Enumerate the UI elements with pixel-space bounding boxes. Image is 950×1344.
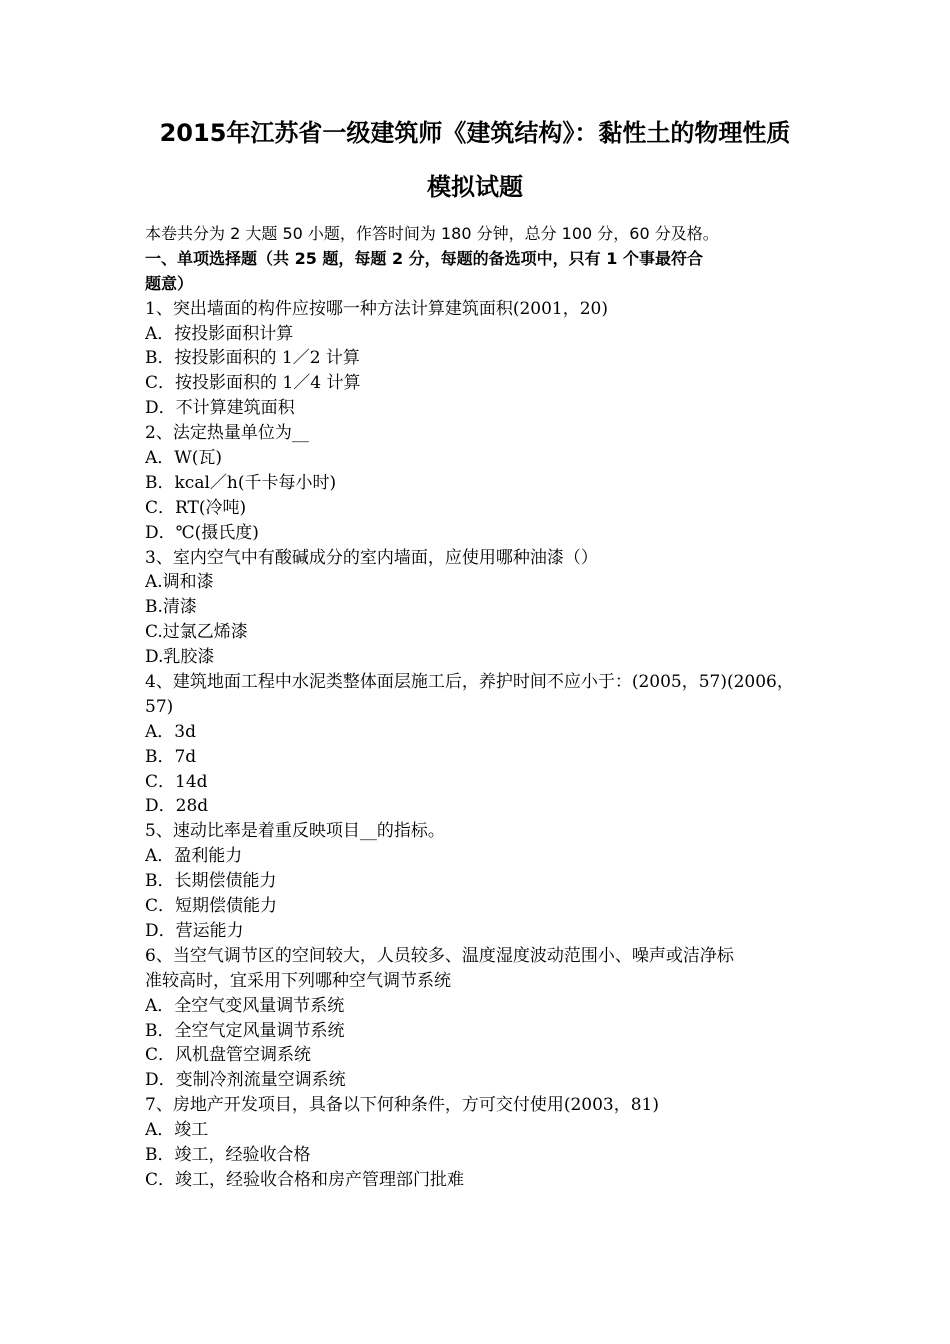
question-stem: 5、速动比率是着重反映项目__的指标。 xyxy=(145,821,445,842)
option-b: B.清漆 xyxy=(145,597,197,618)
question-4 xyxy=(145,670,810,819)
section-heading-line1: 一、单项选择题（共 25 题，每题 2 分，每题的备选项中，只有 1 个事最符合 xyxy=(145,248,703,268)
question-stem: 2、法定热量单位为__ xyxy=(145,423,309,444)
question-5 xyxy=(145,819,810,943)
option-b: B．7d xyxy=(145,746,197,767)
question-stem-line2: 57) xyxy=(145,696,174,717)
option-d: D．28d xyxy=(145,796,209,817)
option-a: A．竣工 xyxy=(145,1120,209,1141)
question-stem-line1: 4、建筑地面工程中水泥类整体面层施工后，养护时间不应小于：(2005，57)(2006， xyxy=(145,672,794,693)
option-d: D.乳胶漆 xyxy=(145,647,215,668)
option-b: B．全空气定风量调节系统 xyxy=(145,1020,345,1041)
option-c: C．RT(冷吨) xyxy=(145,497,247,518)
option-d: D．℃(摄氏度) xyxy=(145,522,259,543)
question-7 xyxy=(145,1093,810,1193)
document-title-line1: 2015年江苏省一级建筑师《建筑结构》：黏性土的物理性质 xyxy=(159,119,791,147)
option-a: A．全空气变风量调节系统 xyxy=(145,995,345,1016)
option-c: C.过氯乙烯漆 xyxy=(145,622,248,643)
option-d: D．变制冷剂流量空调系统 xyxy=(145,1070,346,1091)
document-title-line2: 模拟试题 xyxy=(427,173,523,201)
option-a: A．3d xyxy=(145,721,196,742)
question-stem-line2: 准较高时，宜采用下列哪种空气调节系统 xyxy=(145,970,451,991)
section-heading-line2: 题意） xyxy=(145,273,194,293)
option-a: A.调和漆 xyxy=(145,572,214,593)
option-c: C．竣工，经验收合格和房产管理部门批难 xyxy=(145,1169,465,1190)
option-a: A．按投影面积计算 xyxy=(145,323,294,344)
question-stem: 1、突出墙面的构件应按哪一种方法计算建筑面积(2001，20) xyxy=(145,298,608,319)
question-stem: 3、室内空气中有酸碱成分的室内墙面，应使用哪种油漆（） xyxy=(145,547,598,568)
document-body xyxy=(145,222,810,1193)
question-3 xyxy=(145,546,810,670)
question-2 xyxy=(145,421,810,545)
option-d: D．不计算建筑面积 xyxy=(145,398,295,419)
option-c: C．按投影面积的 1／4 计算 xyxy=(145,373,361,394)
question-stem: 7、房地产开发项目，具备以下何种条件，方可交付使用(2003，81) xyxy=(145,1095,659,1116)
option-a: A．盈利能力 xyxy=(145,846,243,867)
option-a: A．W(瓦) xyxy=(145,448,223,469)
question-6 xyxy=(145,944,810,1093)
option-b: B．竣工，经验收合格 xyxy=(145,1144,311,1165)
option-b: B．按投影面积的 1／2 计算 xyxy=(145,348,360,369)
question-stem-line1: 6、当空气调节区的空间较大，人员较多、温度湿度波动范围小、噪声或洁净标 xyxy=(145,945,734,966)
exam-intro: 本卷共分为 2 大题 50 小题，作答时间为 180 分钟，总分 100 分，60 分及格。 xyxy=(145,224,719,243)
option-c: C．风机盘管空调系统 xyxy=(145,1045,312,1066)
option-b: B．长期偿债能力 xyxy=(145,871,277,892)
option-d: D．营运能力 xyxy=(145,920,244,941)
question-1 xyxy=(145,297,810,421)
option-c: C．14d xyxy=(145,771,208,792)
option-b: B．kcal／h(千卡每小时) xyxy=(145,472,337,493)
option-c: C．短期偿债能力 xyxy=(145,896,278,917)
